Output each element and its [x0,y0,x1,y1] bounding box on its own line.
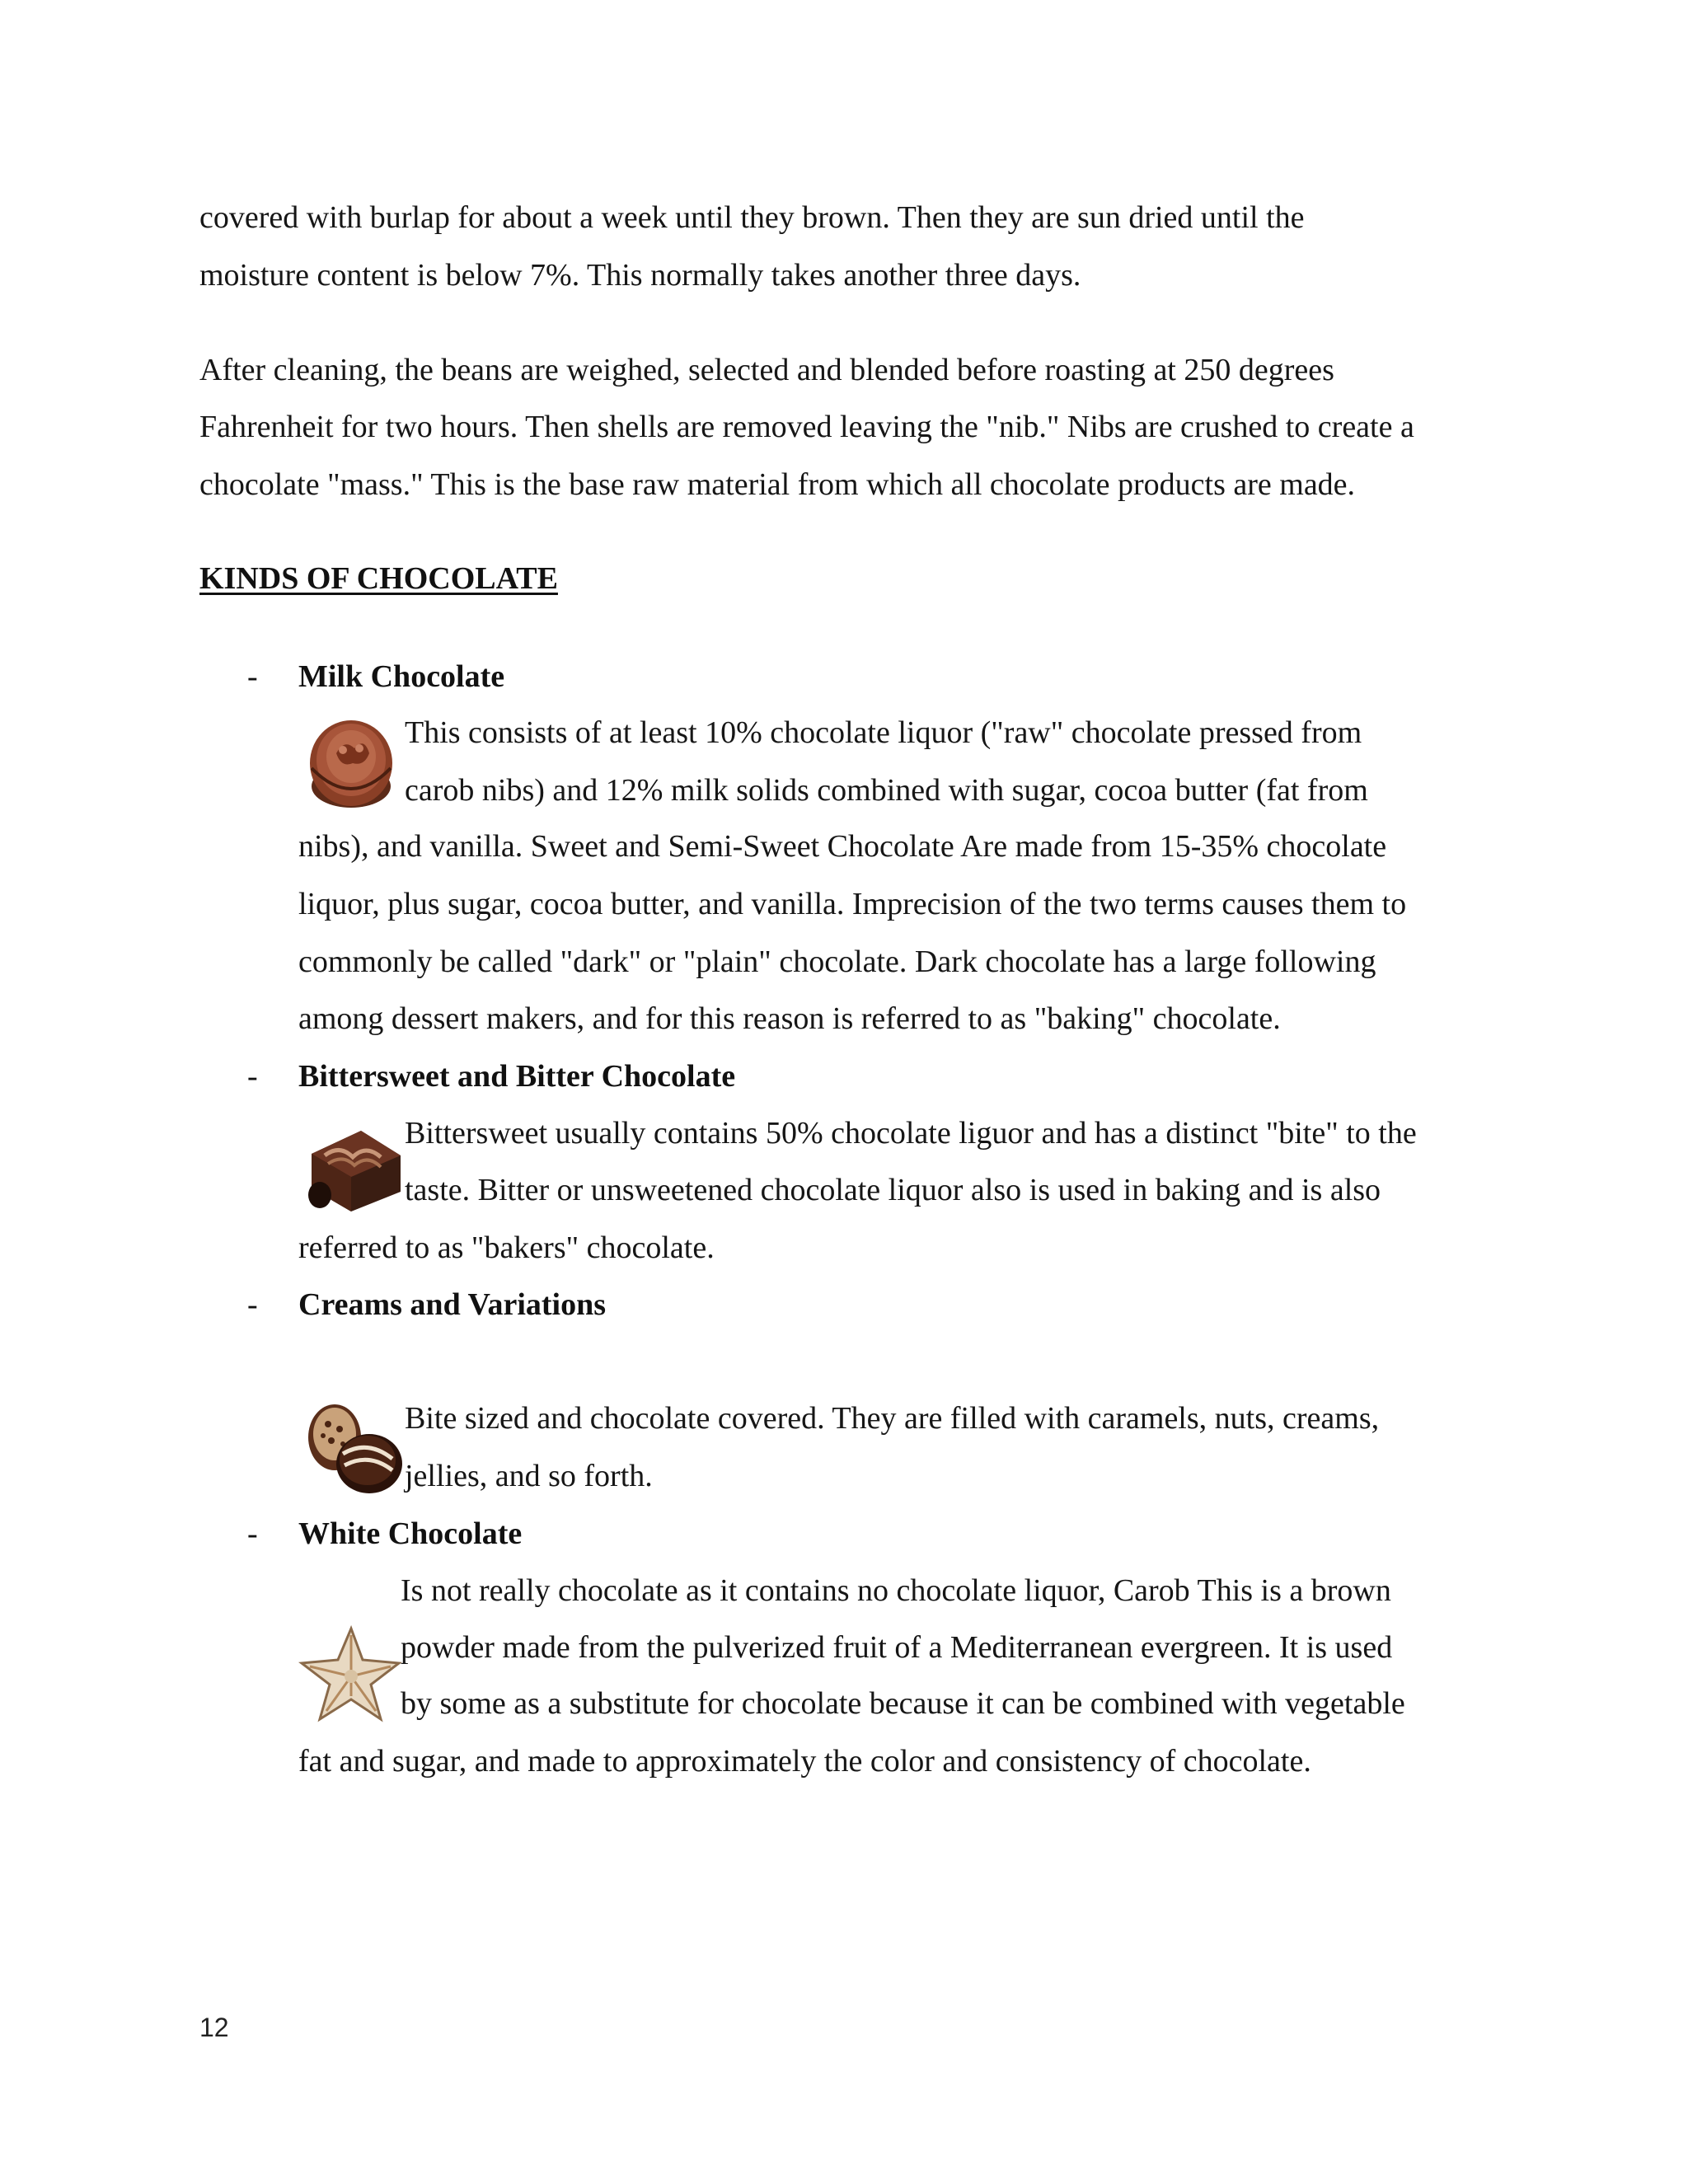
page-number: 12 [199,2013,229,2042]
item-title-milk-chocolate: Milk Chocolate [298,659,505,694]
bittersweet-chocolate-line: taste. Bitter or unsweetened chocolate liquor also is used in baking and is also [405,1173,1381,1207]
process-line: chocolate "mass." This is the base raw material from which all chocolate products are made. [199,467,1356,502]
white-chocolate-line: powder made from the pulverized fruit of a Mediterranean evergreen. It is used [401,1630,1393,1665]
white-chocolate-line: Is not really chocolate as it contains no chocolate liquor, Carob This is a brown [401,1573,1391,1608]
item-title-creams-and-variations: Creams and Variations [298,1287,607,1322]
dark-bonbon-icon [303,1113,406,1215]
list-dash: - [247,1287,258,1322]
creams-line: Bite sized and chocolate covered. They are filled with caramels, nuts, creams, [405,1401,1380,1436]
process-line: After cleaning, the beans are weighed, selected and blended before roasting at 250 degrees [199,353,1334,387]
round-chocolate-icon [303,710,397,813]
item-title-bittersweet-chocolate: Bittersweet and Bitter Chocolate [298,1059,736,1094]
bittersweet-chocolate-line: Bittersweet usually contains 50% chocolate liguor and has a distinct "bite" to the [405,1116,1417,1151]
list-dash: - [247,1059,258,1094]
milk-chocolate-line: liquor, plus sugar, cocoa butter, and vanilla. Imprecision of the two terms causes them to [298,887,1407,921]
intro-line: moisture content is below 7%. This normally takes another three days. [199,258,1081,293]
white-chocolate-line: fat and sugar, and made to approximately the color and consistency of chocolate. [298,1744,1311,1779]
milk-chocolate-line: commonly be called "dark" or "plain" chocolate. Dark chocolate has a large following [298,944,1376,979]
creams-line: jellies, and so forth. [405,1459,653,1493]
section-heading: KINDS OF CHOCOLATE [199,561,558,596]
bittersweet-chocolate-line: referred to as "bakers" chocolate. [298,1230,715,1265]
milk-chocolate-line: carob nibs) and 12% milk solids combined with sugar, cocoa butter (fat from [405,773,1368,808]
list-dash: - [247,659,258,694]
list-dash: - [247,1516,258,1551]
intro-line: covered with burlap for about a week until they brown. Then they are sun dried until the [199,200,1305,235]
milk-chocolate-line: nibs), and vanilla. Sweet and Semi-Sweet Chocolate Are made from 15-35% chocolate [298,829,1387,864]
item-title-white-chocolate: White Chocolate [298,1516,523,1551]
milk-chocolate-line: among dessert makers, and for this reason is referred to as "baking" chocolate. [298,1001,1281,1036]
filled-truffles-icon [303,1396,406,1497]
white-seashell-chocolate-icon [298,1625,402,1722]
milk-chocolate-line: This consists of at least 10% chocolate liquor ("raw" chocolate pressed from [405,715,1362,750]
white-chocolate-line: by some as a substitute for chocolate because it can be combined with vegetable [401,1686,1405,1721]
process-line: Fahrenheit for two hours. Then shells are removed leaving the "nib." Nibs are crushed to create a [199,410,1414,444]
